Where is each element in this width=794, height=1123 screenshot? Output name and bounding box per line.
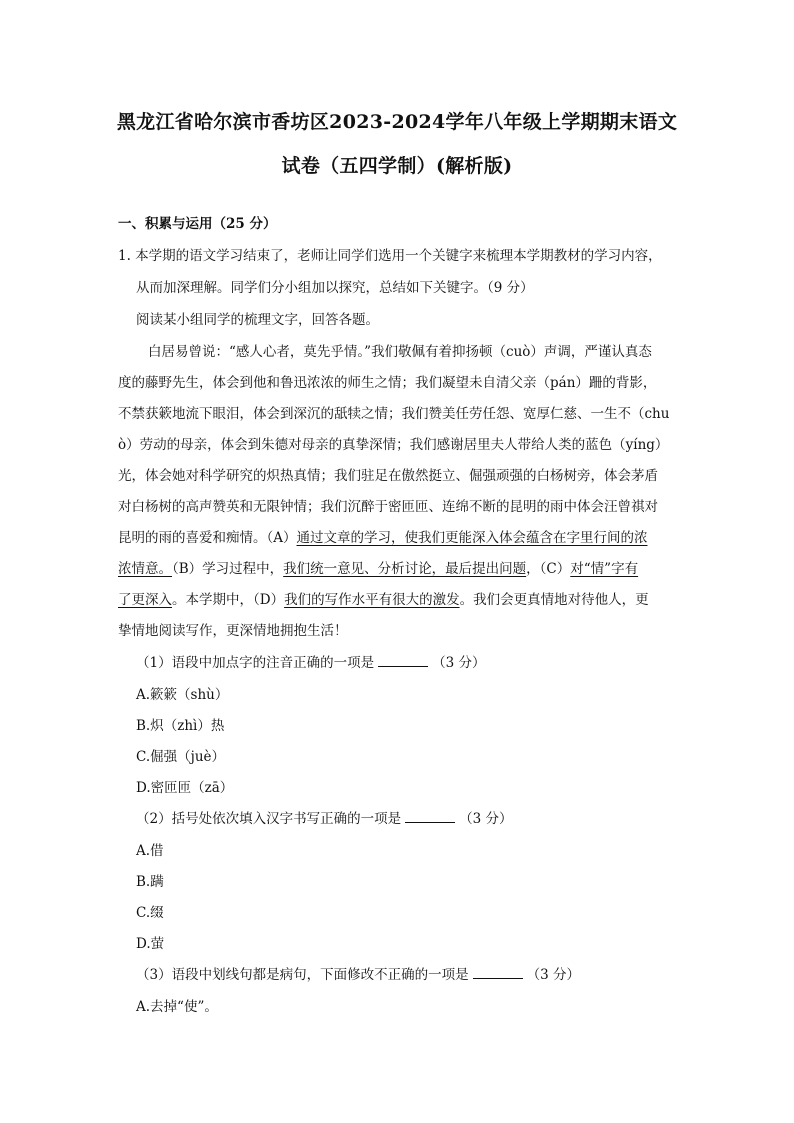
underlined-sentence-a-end: 浓情意。 [118, 561, 172, 577]
question-1-line-2: 从而加深理解。同学们分小组加以探究，总结如下关键字。（9 分） [136, 280, 534, 296]
title-line-2: 试卷（五四学制）(解析版) [281, 155, 513, 177]
score-label: （3 分） [526, 967, 580, 983]
underlined-sentence-a: 通过文章的学习，使我们更能深入体会蕴含在字里行间的浓 [296, 530, 648, 546]
subquestion-text: （3）语段中划线句都是病句，下面修改不正确的一项是 [136, 967, 469, 983]
document-title [110, 100, 684, 188]
answer-blank[interactable] [405, 810, 455, 823]
question-1-instruction: 阅读某小组同学的梳理文字，回答各题。 [136, 312, 379, 328]
passage-line-4: ò）劳动的母亲，体会到朱德对母亲的真挚深情；我们感谢居里夫人带给人类的蓝色（yíng） [118, 437, 669, 453]
option-d: D.萤 [136, 936, 165, 952]
underlined-sentence-d: 我们的写作水平有很大的激发 [284, 592, 460, 608]
passage-text: 。我们会更真情地对待他人，更 [459, 592, 649, 608]
passage-line-2: 度的藤野先生，体会到他和鲁迅浓浓的师生之情；我们凝望未自清父亲（pán）跚的背影， [118, 375, 657, 391]
option-a: A.借 [136, 843, 164, 859]
underlined-sentence-b: 我们统一意见、分析讨论，最后提出问题 [283, 561, 527, 577]
passage-line-3: 不禁获簌地流下眼泪，体会到深沉的舐犊之情；我们赞美任劳任怨、宽厚仁慈、一生不（chu [118, 406, 670, 422]
title-line-1: 黑龙江省哈尔滨市香坊区2023-2024学年八年级上学期期末语文 [116, 111, 678, 133]
subquestion-text: （2）括号处依次填入汉字书写正确的一项是 [136, 811, 402, 827]
passage-line-5: 光，体会她对科学研究的炽热真情；我们驻足在傲然挺立、倔强顽强的白杨树旁，体会茅盾 [118, 468, 658, 484]
passage-line-9 [118, 590, 649, 610]
passage-line-10: 挚情地阅读写作，更深情地拥抱生活！ [118, 623, 348, 639]
passage-line-7 [118, 528, 648, 548]
option-c: C.倔强（juè） [136, 749, 226, 765]
passage-text: 。本学期中，（D） [172, 592, 285, 608]
passage-line-8 [118, 559, 638, 579]
option-b: B.炽（zhì）热 [136, 718, 225, 734]
answer-blank[interactable] [473, 966, 523, 979]
subquestion-1-stem [136, 653, 485, 673]
underlined-sentence-c-end: 了更深入 [118, 592, 172, 608]
option-c: C.缀 [136, 905, 164, 921]
subquestion-text: （1）语段中加点字的注音正确的一项是 [136, 655, 375, 671]
passage-text: （B）学习过程中， [172, 561, 284, 577]
passage-line-6: 对白杨树的高声赞英和无限钟情；我们沉醉于密匝匝、连绵不断的昆明的雨中体会汪曾祺对 [118, 499, 658, 515]
score-label: （3 分） [432, 655, 486, 671]
underlined-sentence-c: 对“情”字有 [570, 561, 639, 577]
passage-text: ，（C） [526, 561, 571, 577]
answer-blank[interactable] [378, 654, 428, 667]
question-1-line-1: 1. 本学期的语文学习结束了，老师让同学们选用一个关键字来梳理本学期教材的学习内容， [118, 248, 662, 264]
section-heading: 一、积累与运用（25 分） [118, 216, 277, 232]
option-b: B.蹒 [136, 874, 164, 890]
passage-line-1: 白居易曾说：“感人心者，莫先乎情。”我们敬佩有着抑扬顿（cuò）声调，严谨认真态 [148, 344, 652, 360]
option-d: D.密匝匝（zā） [136, 780, 234, 796]
option-a: A.去掉“使”。 [136, 999, 218, 1015]
subquestion-3-stem [136, 965, 580, 985]
subquestion-2-stem [136, 809, 512, 829]
score-label: （3 分） [459, 811, 513, 827]
option-a: A.簌簌（shù） [136, 687, 229, 703]
passage-text: 昆明的雨的喜爱和痴情。（A） [118, 530, 297, 546]
